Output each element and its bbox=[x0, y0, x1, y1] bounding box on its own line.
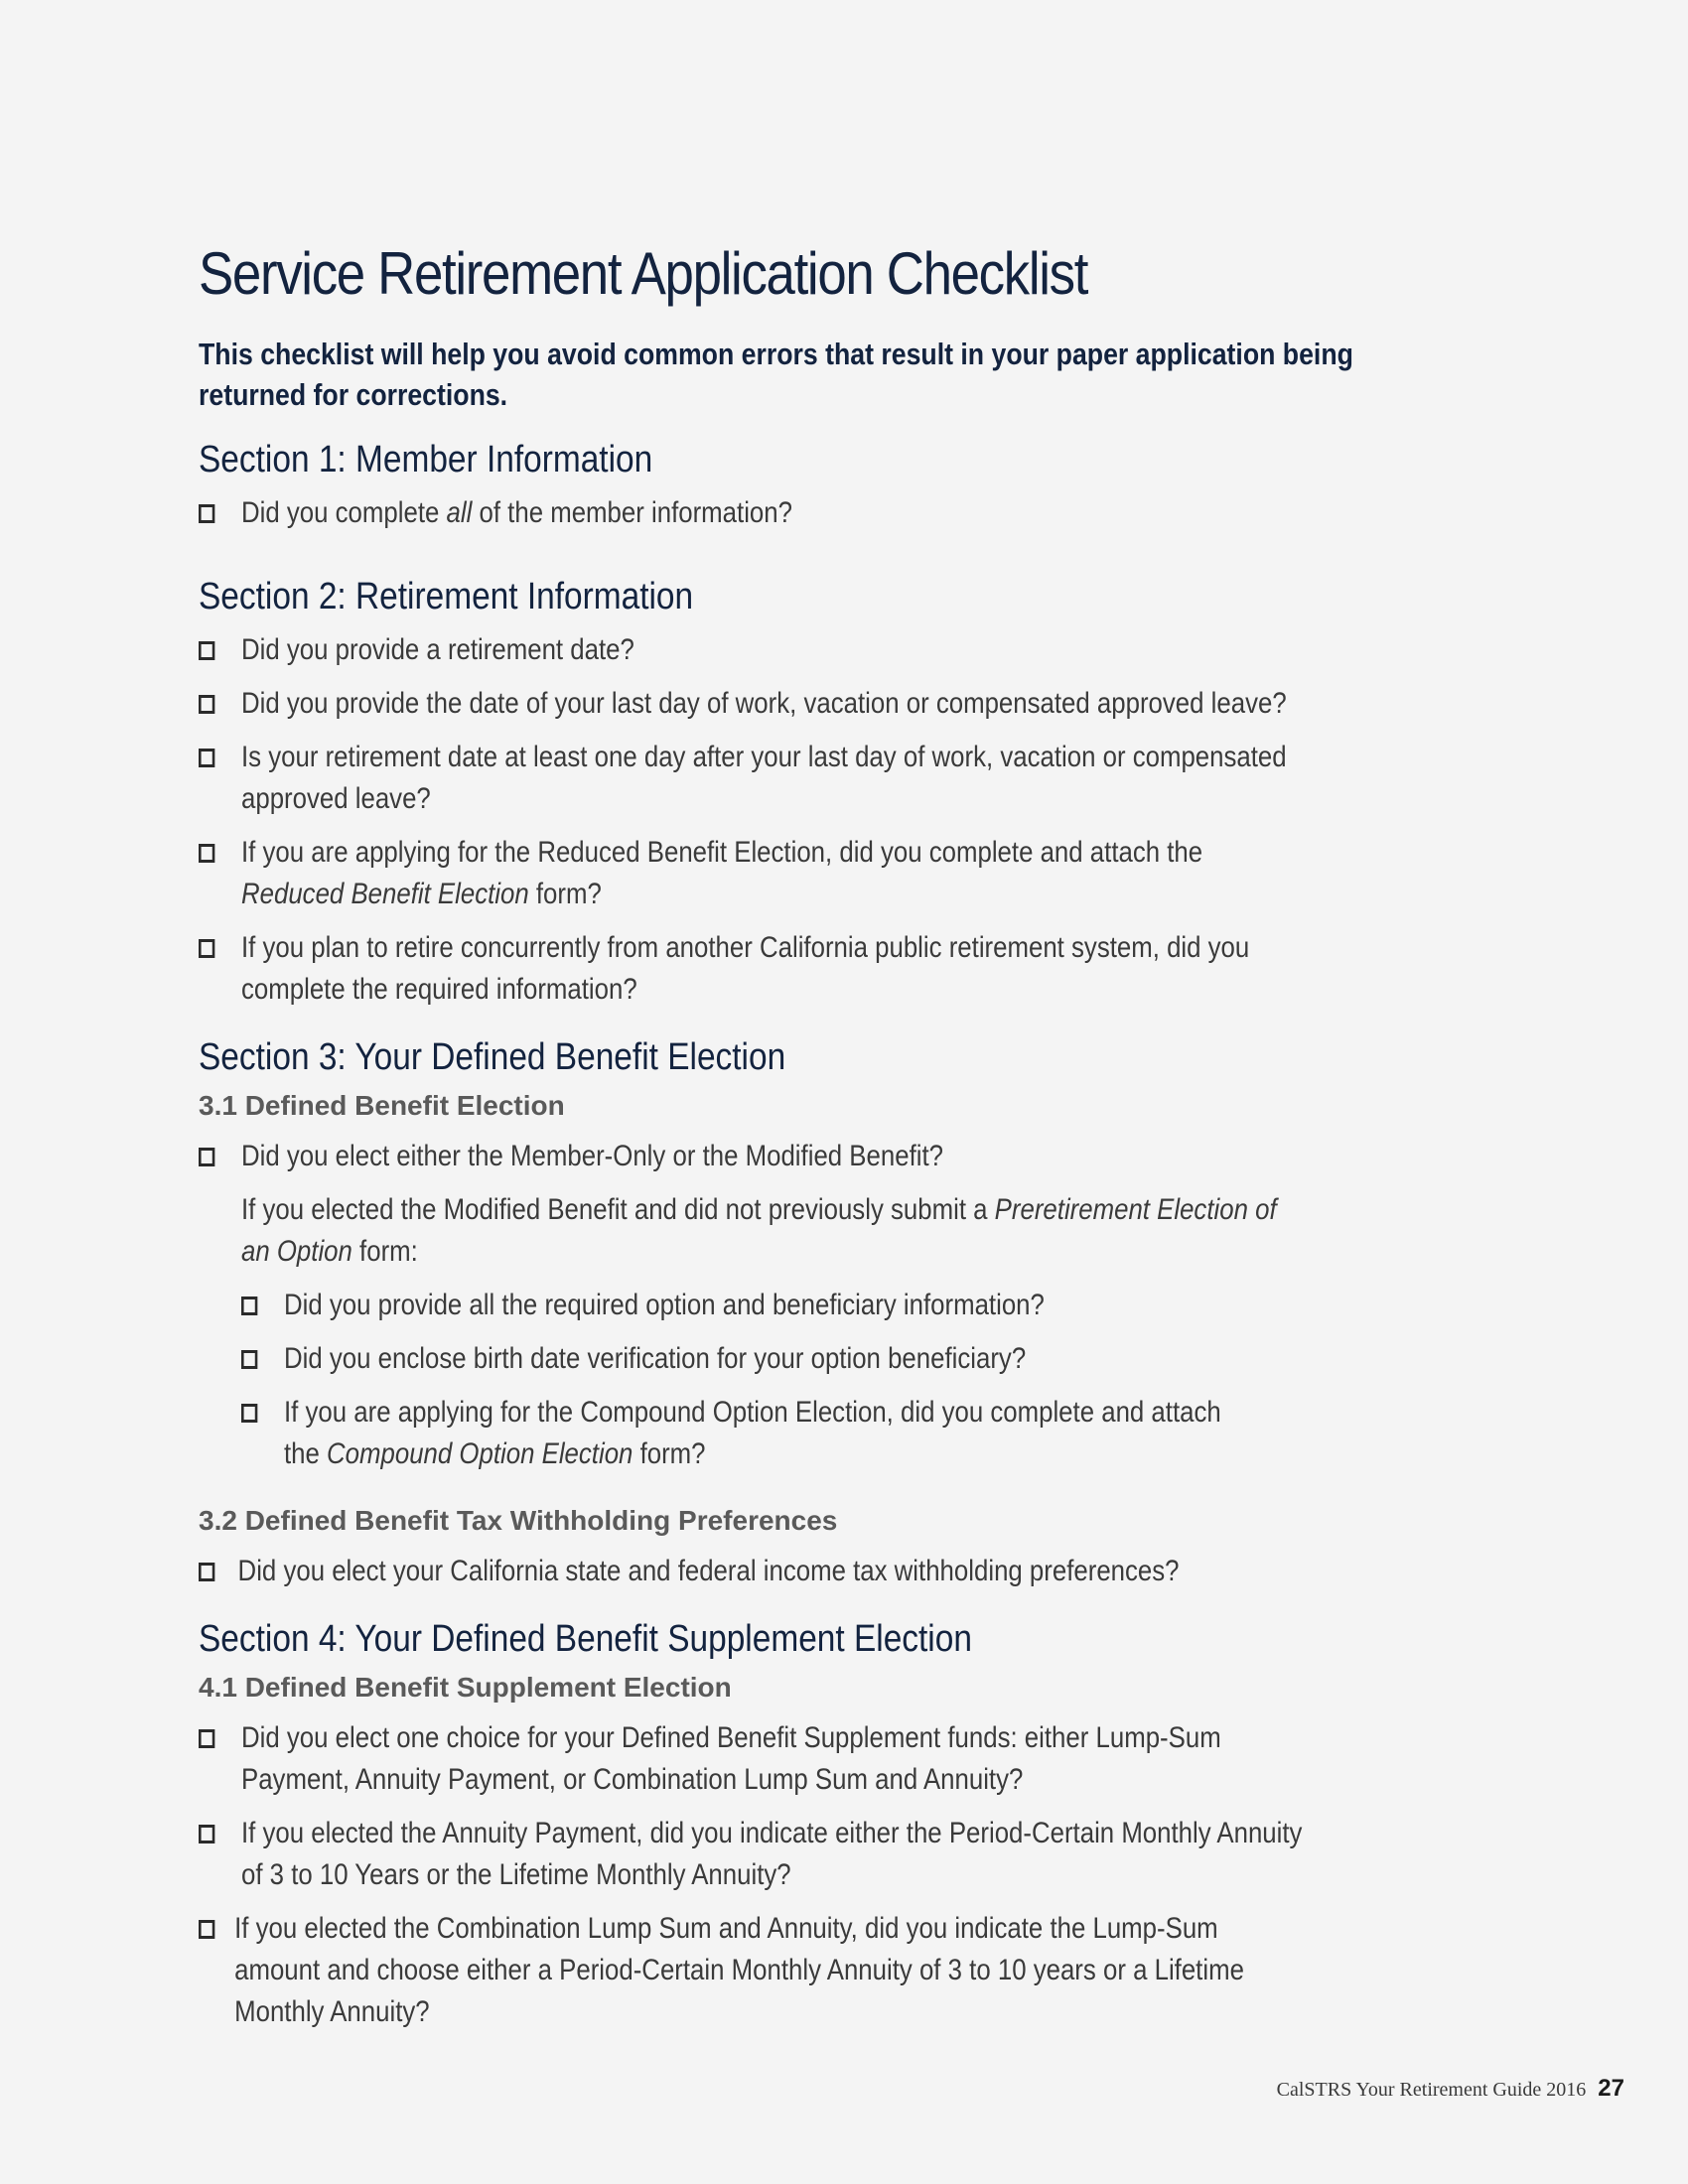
checklist-subitem bbox=[199, 1338, 1309, 1380]
item-text: approved leave? bbox=[241, 782, 431, 815]
item-text: Did you provide a retirement date? bbox=[241, 633, 634, 666]
page-number: 27 bbox=[1598, 2075, 1624, 2102]
section-2-heading: Section 2: Retirement Information bbox=[199, 576, 694, 617]
checkbox[interactable] bbox=[241, 1350, 257, 1369]
checklist-page bbox=[199, 234, 1489, 2033]
checklist-item bbox=[199, 629, 1309, 671]
section-4-heading: Section 4: Your Defined Benefit Supplement Election bbox=[199, 1618, 972, 1660]
item-text: If you elected the Modified Benefit and did not previously submit a bbox=[241, 1193, 995, 1226]
checklist-item bbox=[199, 1717, 1309, 1801]
checkbox[interactable] bbox=[241, 1297, 257, 1315]
item-text: If you are applying for the Reduced Benefit Election, did you complete and attach the bbox=[241, 836, 1203, 869]
checklist-item bbox=[199, 1551, 1309, 1592]
item-text: form: bbox=[352, 1235, 418, 1268]
form-name: an Option bbox=[241, 1235, 352, 1268]
checklist-item bbox=[199, 1813, 1309, 1896]
checkbox[interactable] bbox=[199, 641, 214, 660]
item-text: amount and choose either a Period-Certain Monthly Annuity of 3 to 10 years or a Lifetime bbox=[234, 1954, 1244, 1986]
item-text: Did you complete bbox=[241, 496, 447, 529]
form-name: Preretirement Election of bbox=[994, 1193, 1277, 1226]
page-footer bbox=[1277, 2075, 1624, 2103]
checkbox[interactable] bbox=[199, 504, 214, 523]
checklist-item bbox=[199, 1136, 1309, 1177]
form-name: Compound Option Election bbox=[327, 1437, 633, 1470]
item-text: Did you elect your California state and federal income tax withholding preferences? bbox=[237, 1555, 1180, 1587]
checklist-item bbox=[199, 1908, 1309, 2033]
checkbox[interactable] bbox=[199, 1148, 214, 1166]
item-text: complete the required information? bbox=[241, 973, 637, 1006]
checkbox[interactable] bbox=[199, 844, 214, 863]
subsection-3-2-heading: 3.2 Defined Benefit Tax Withholding Preferences bbox=[199, 1505, 838, 1536]
section-3-heading: Section 3: Your Defined Benefit Election bbox=[199, 1036, 786, 1078]
checkbox[interactable] bbox=[199, 749, 214, 767]
item-text: of 3 to 10 Years or the Lifetime Monthly Annuity? bbox=[241, 1858, 791, 1891]
item-text: If you elected the Combination Lump Sum and Annuity, did you indicate the Lump-Sum bbox=[234, 1912, 1218, 1945]
item-text: form? bbox=[633, 1437, 706, 1470]
checklist-subitem bbox=[199, 1392, 1309, 1475]
item-text: Monthly Annuity? bbox=[234, 1995, 430, 2028]
item-emphasis: all bbox=[446, 496, 473, 529]
item-text: Payment, Annuity Payment, or Combination Lump Sum and Annuity? bbox=[241, 1763, 1024, 1796]
item-text: Did you provide the date of your last day of work, vacation or compensated approved leave? bbox=[241, 687, 1287, 720]
checkbox[interactable] bbox=[199, 1563, 214, 1581]
item-text: Did you elect one choice for your Defined Benefit Supplement funds: either Lump-Sum bbox=[241, 1721, 1221, 1754]
item-text: Did you provide all the required option and beneficiary information? bbox=[284, 1289, 1045, 1321]
checkbox[interactable] bbox=[199, 1729, 214, 1748]
section-1-heading: Section 1: Member Information bbox=[199, 439, 653, 480]
option-note bbox=[199, 1189, 1309, 1273]
checkbox[interactable] bbox=[199, 939, 214, 958]
checklist-item bbox=[199, 927, 1309, 1011]
item-text: Did you elect either the Member-Only or the Modified Benefit? bbox=[241, 1140, 943, 1172]
checklist-item bbox=[199, 492, 1309, 534]
item-text: of the member information? bbox=[472, 496, 792, 529]
subsection-3-1-heading: 3.1 Defined Benefit Election bbox=[199, 1090, 565, 1121]
item-text: If you elected the Annuity Payment, did you indicate either the Period-Certain Monthly Annuity bbox=[241, 1817, 1303, 1849]
guide-name: CalSTRS Your Retirement Guide 2016 bbox=[1276, 2079, 1587, 2101]
checkbox[interactable] bbox=[199, 1825, 214, 1843]
intro-text bbox=[199, 334, 1479, 415]
item-text: If you plan to retire concurrently from another California public retirement system, did you bbox=[241, 931, 1250, 964]
checkbox[interactable] bbox=[199, 695, 214, 714]
intro-line: This checklist will help you avoid common errors that result in your paper application being bbox=[199, 337, 1353, 371]
checkbox[interactable] bbox=[199, 1920, 214, 1939]
checklist-item bbox=[199, 683, 1309, 725]
checklist-subitem bbox=[199, 1285, 1309, 1326]
item-text: Did you enclose birth date verification for your option beneficiary? bbox=[284, 1342, 1027, 1375]
form-name: Reduced Benefit Election bbox=[241, 878, 529, 910]
checklist-item bbox=[199, 832, 1309, 915]
item-text: form? bbox=[528, 878, 602, 910]
checkbox[interactable] bbox=[241, 1404, 257, 1423]
intro-line: returned for corrections. bbox=[199, 377, 508, 412]
checklist-item bbox=[199, 737, 1309, 820]
item-text: If you are applying for the Compound Option Election, did you complete and attach bbox=[284, 1396, 1221, 1429]
subsection-4-1-heading: 4.1 Defined Benefit Supplement Election bbox=[199, 1672, 732, 1703]
page-title: Service Retirement Application Checklist bbox=[199, 240, 1088, 307]
item-text: Is your retirement date at least one day after your last day of work, vacation or compensated bbox=[241, 741, 1287, 773]
item-text: the bbox=[284, 1437, 328, 1470]
